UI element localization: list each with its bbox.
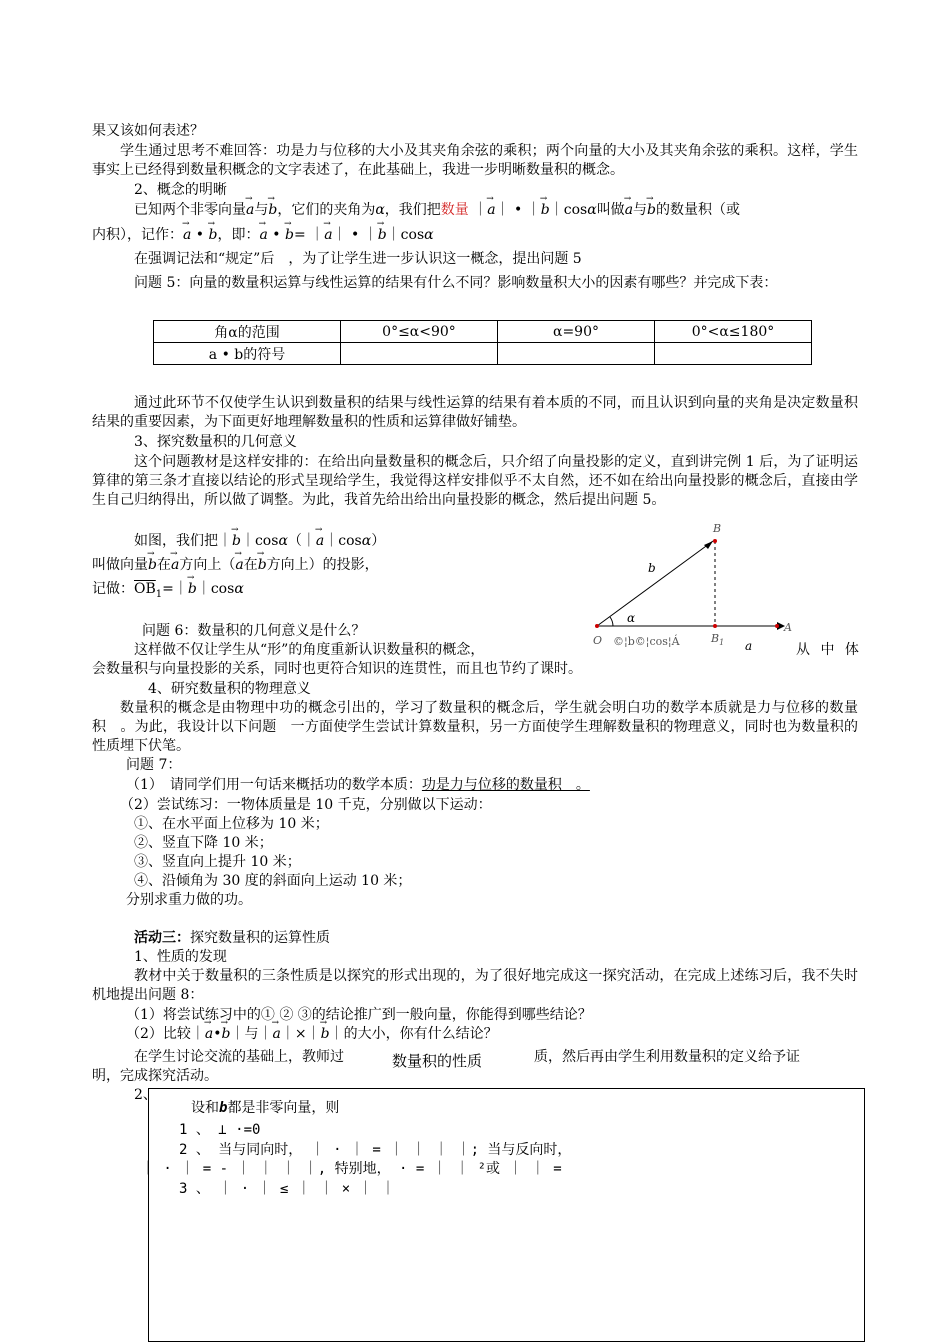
angle-arc (610, 617, 613, 626)
projection-diagram (585, 518, 800, 658)
exercise-4: ④、沿倾角为 30 度的斜面向上运动 10 米； (134, 873, 412, 889)
label-a-point: A (784, 621, 792, 634)
heading-concept-clarify: 2、概念的明晰 (134, 182, 227, 198)
table-cell (498, 343, 655, 365)
paragraph-shape-1: 这样做不仅让学生从“形”的角度重新认识数量积的概念， (134, 642, 485, 658)
vector-b-arrowhead (704, 541, 713, 549)
box-line-3: 2 、 当与同向时， ｜ · ｜ = ｜ ｜ ｜ ｜; 当与反向时， (179, 1142, 572, 1158)
question-6: 问题 6：数量积的几何意义是什么？ (142, 623, 366, 639)
table-row-label: a • b的符号 (154, 343, 341, 365)
label-b1: $B_1$ (711, 632, 725, 647)
highlight-quantity: 数量 (440, 202, 469, 218)
point-o (595, 624, 599, 628)
point-b1 (713, 624, 717, 628)
exercise-instruction: 分别求重力做的功。 (126, 892, 252, 908)
projection-line-1: 如图，我们把｜→ b｜cosα（｜→ a｜cosα） (134, 532, 385, 551)
projection-line-3: 记做：$\overline{OB}_1=|\to$ b｜cosα (92, 580, 244, 604)
heading-physical: 4、研究数量积的物理意义 (148, 681, 311, 697)
table-header-cell: 0°≤α<90° (341, 321, 498, 343)
paragraph-shape-tail: 从 中 体 (796, 642, 859, 658)
heading-2-partial: 2、 (134, 1087, 157, 1103)
box-caption: 数量积的性质 (388, 1050, 486, 1071)
box-line-4: ｜ · ｜ = - ｜ ｜ ｜ ｜, 特别地， · = ｜ ｜ ²或 ｜ ｜ = (141, 1161, 562, 1177)
table-header-cell: 0°<α≤180° (655, 321, 812, 343)
definition-line-1: 已知两个非零向量→ a与→ b，它们的夹角为α，我们把数量 ｜→ a｜ • ｜→ b｜cosα叫做→ a与→ b的数量积（或 (134, 201, 740, 220)
question-7-title: 问题 7： (126, 757, 182, 773)
paragraph-discussion-c: 明，完成探究活动。 (92, 1068, 218, 1084)
question-8-item-1: （1）将尝试练习中的① ② ③的结论推广到一般向量，你能得到哪些结论？ (126, 1007, 592, 1023)
paragraph-textbook: 这个问题教材是这样安排的：在给出向量数量积的概念后，只介绍了向量投影的定义，直到讲完例 1 后，为了证明运算律的第三条才直接以结论的形式呈现给学生，我觉得这样安排似乎不太自然，还不如在给出向量投影的概念后，直接由学生自己归纳得出，所以做了调整。为此，我首先给出给出向量投影的概念，然后提出问题 5。 (92, 454, 858, 508)
answer-underlined: 功是力与位移的数量积 。 (421, 777, 590, 793)
box-line-5: 3 、 ｜ · ｜ ≤ ｜ ｜ × ｜ ｜ (179, 1181, 396, 1197)
table-cell (655, 343, 812, 365)
label-o: O (593, 634, 603, 647)
table-cell (341, 343, 498, 365)
question-8-item-2: （2）比较｜→ a•→ b｜与｜→ a｜×｜→ b｜的大小，你有什么结论？ (126, 1025, 498, 1044)
label-projection-garbled: ©¦b©¦cos¦Á (613, 635, 680, 648)
point-a (775, 624, 779, 628)
definition-line-2: 内积），记作：→ a • → b，即：→ a • → b= ｜→ a｜ • ｜→ b｜cosα (92, 226, 434, 245)
paragraph-summary: 通过此环节不仅使学生认识到数量积的结果与线性运算的结果有着本质的不同，而且认识到向量的夹角是决定数量积结果的重要因素，为下面更好地理解数量积的性质和运算律做好铺垫。 (92, 395, 858, 430)
projection-line-2: 叫做向量→ b在→ a方向上（→ a在→ b方向上）的投影， (92, 556, 379, 575)
box-line-2: 1 、 ⊥ ·=0 (179, 1122, 261, 1138)
table-header-cell: 角α的范围 (154, 321, 341, 343)
paragraph-discussion-a: 在学生讨论交流的基础上，教师过 (134, 1049, 344, 1065)
question-7-item-1: （1） 请同学们用一句话来概括功的数学本质：功是力与位移的数量积 。 (126, 777, 590, 793)
paragraph-shape-2: 会数量积与向量投影的关系，同时也更符合知识的连贯性，而且也节约了课时。 (92, 661, 582, 677)
heading-geometric: 3、探究数量积的几何意义 (134, 434, 297, 450)
paragraph-textbook-properties: 教材中关于数量积的三条性质是以探究的形式出现的，为了很好地完成这一探究活动，在完成上述练习后，我不失时机地提出问题 8： (92, 968, 858, 1003)
properties-box (141, 1088, 865, 1342)
heading-property-discovery: 1、性质的发现 (134, 949, 227, 965)
line-intro: 果又该如何表述？ (92, 123, 204, 139)
paragraph-discussion-b: 质，然后再由学生利用数量积的定义给予证 (534, 1049, 800, 1065)
label-b-point: B (713, 522, 722, 535)
vector-b-line (597, 541, 713, 626)
question-7-item-2: （2）尝试练习：一物体质量是 10 千克，分别做以下运动： (120, 797, 492, 813)
question-5: 问题 5：向量的数量积运算与线性运算的结果有什么不同？影响数量积大小的因素有哪些？并完成下表： (134, 275, 778, 291)
paragraph-answer: 学生通过思考不难回答：功是力与位移的大小及其夹角余弦的乘积；两个向量的大小及其夹角余弦的乘积。这样，学生事实上已经得到数量积概念的文字表述了，在此基础上，我进一步明晰数量积的概念。 (92, 143, 858, 178)
sign-table (153, 320, 812, 365)
exercise-3: ③、竖直向上提升 10 米； (134, 854, 301, 870)
activity-3-heading: 活动三：探究数量积的运算性质 (134, 930, 330, 946)
label-alpha: α (627, 611, 636, 625)
paragraph-physical: 数量积的概念是由物理中功的概念引出的，学习了数量积的概念后，学生就会明白功的数学本质就是力与位移的数量积 。为此，我设计以下问题 一方面使学生尝试计算数量积，另一方面使学生理解数量积的物理意义，同时也为数量积的性质埋下伏笔。 (92, 700, 858, 754)
paragraph-emphasis: 在强调记法和“规定”后 ，为了让学生进一步认识这一概念，提出问题 5 (134, 251, 582, 267)
point-b (713, 539, 717, 543)
table-row (154, 321, 812, 343)
table-header-cell: α=90° (498, 321, 655, 343)
box-line-1: 设和b都是非零向量，则 (191, 1100, 340, 1116)
table-row (154, 343, 812, 365)
exercise-2: ②、竖直下降 10 米； (134, 835, 273, 851)
exercise-1: ①、在水平面上位移为 10 米； (134, 816, 329, 832)
label-vector-a: a (745, 639, 753, 653)
label-vector-b: b (648, 561, 656, 575)
